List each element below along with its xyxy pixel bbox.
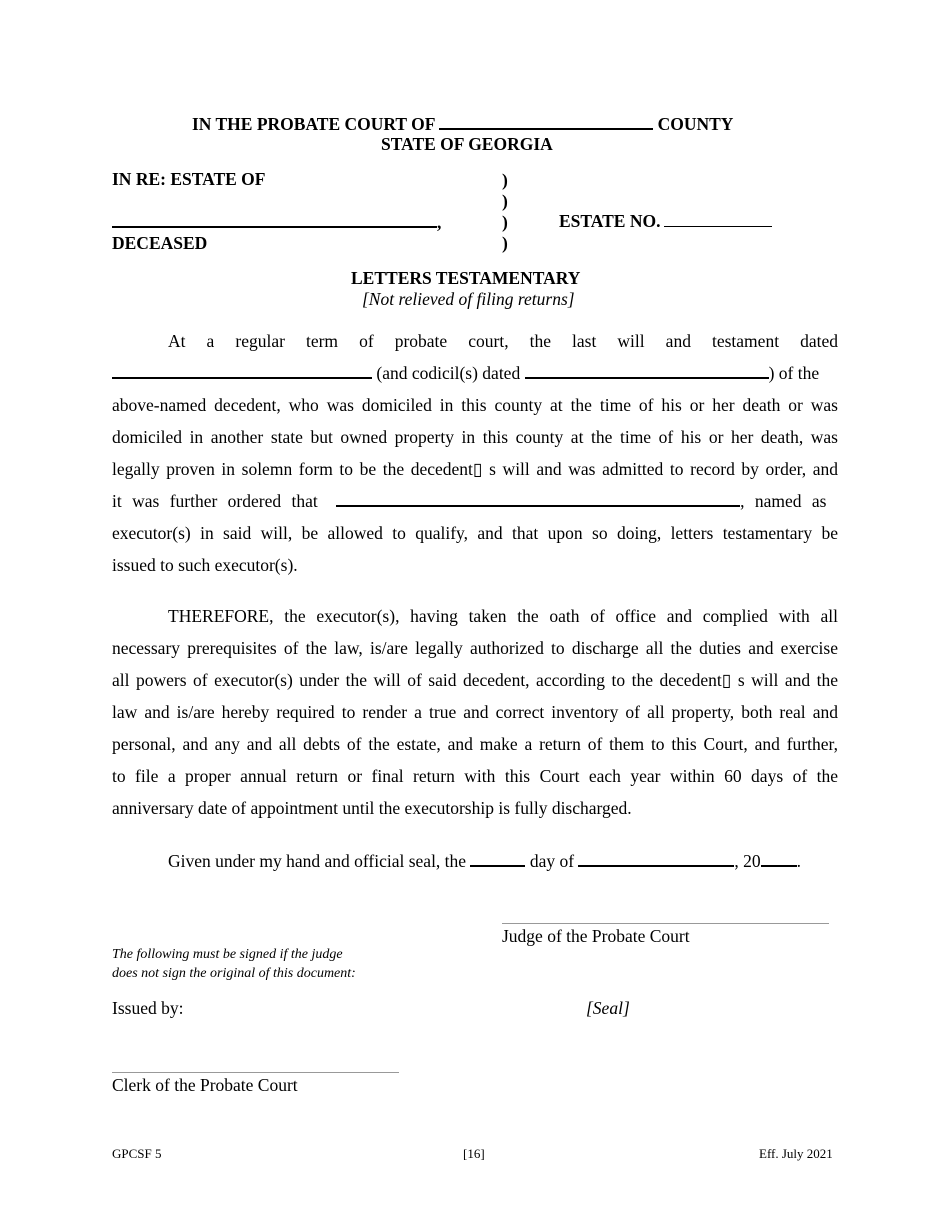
p2-line-4: law and is/are hereby required to render a true and correct inventory of all property, both real and	[112, 702, 838, 722]
footer-effective-date: Eff. July 2021	[759, 1146, 833, 1161]
codicil-date-blank[interactable]	[525, 362, 769, 379]
in-re-label: IN RE: ESTATE OF	[112, 169, 266, 189]
court-prefix: IN THE PROBATE COURT OF	[192, 114, 435, 134]
issued-by-label: Issued by:	[112, 998, 184, 1018]
executor-name-blank[interactable]	[336, 490, 740, 507]
caption-paren-2: )	[502, 191, 508, 211]
p1-line-1	[112, 325, 838, 357]
judge-label: Judge of the Probate Court	[502, 926, 690, 946]
codicil-label: (and codicil(s) dated	[376, 363, 521, 383]
p2-line-2: necessary prerequisites of the law, is/are legally authorized to discharge all the duties and exercise	[112, 638, 838, 658]
month-blank[interactable]	[578, 850, 734, 867]
caption-paren-4: )	[502, 233, 508, 253]
p1-line-1-text: At a regular term of probate court, the last will and testament dated	[168, 331, 838, 351]
p2-line-7: anniversary date of appointment until the executorship is fully discharged.	[112, 798, 632, 818]
p1-line-6	[112, 485, 838, 517]
decedent-comma: ,	[437, 212, 442, 232]
given-period: .	[796, 851, 802, 871]
p1-line-2	[112, 357, 838, 389]
year-blank[interactable]	[761, 850, 797, 867]
state-heading: STATE OF GEORGIA	[381, 134, 553, 154]
decedent-name-blank[interactable]	[112, 211, 437, 228]
paragraph-2	[112, 600, 838, 824]
p2-line-1-text: THEREFORE, the executor(s), having taken the oath of office and complied with all	[168, 606, 838, 626]
court-heading	[192, 113, 733, 135]
year-prefix: , 20	[734, 851, 761, 871]
p2-line-5: personal, and any and all debts of the estate, and make a return of them to this Court, and further,	[112, 734, 838, 754]
clerk-signature-line[interactable]	[112, 1072, 399, 1073]
of-the-label: ) of the	[768, 363, 820, 383]
p1-line-5: legally proven in solemn form to be the decedent▯ s will and was admitted to record by order, and	[112, 459, 838, 479]
p2-line-3: all powers of executor(s) under the will of said decedent, according to the decedent▯ s will and the	[112, 670, 838, 690]
given-prefix: Given under my hand and official seal, the	[168, 851, 467, 871]
caption-paren-1: )	[502, 170, 508, 190]
estate-no-field[interactable]	[559, 211, 772, 232]
ordered-that-label: it was further ordered that	[112, 491, 318, 511]
named-as-label: , named as	[740, 491, 827, 511]
day-blank[interactable]	[470, 850, 525, 867]
p1-line-4: domiciled in another state but owned property in this county at the time of his or her death, was	[112, 427, 838, 447]
decedent-name-field[interactable]	[112, 211, 441, 233]
signature-note-1: The following must be signed if the judge	[112, 947, 343, 962]
clerk-label: Clerk of the Probate Court	[112, 1075, 298, 1095]
p1-line-8: issued to such executor(s).	[112, 555, 298, 575]
court-suffix: COUNTY	[657, 114, 734, 134]
will-date-blank[interactable]	[112, 362, 372, 379]
caption-paren-3: )	[502, 212, 508, 232]
seal-label: [Seal]	[586, 998, 630, 1018]
footer-form-id: GPCSF 5	[112, 1146, 162, 1161]
estate-no-blank[interactable]	[664, 211, 772, 227]
given-line	[168, 850, 801, 872]
county-blank[interactable]	[439, 113, 653, 130]
day-of-label: day of	[529, 851, 575, 871]
footer-page-number: [16]	[463, 1146, 485, 1161]
estate-no-label: ESTATE NO.	[559, 211, 661, 231]
p2-line-6: to file a proper annual return or final return with this Court each year within 60 days of the	[112, 766, 838, 786]
document-title: LETTERS TESTAMENTARY	[351, 268, 581, 288]
document-subtitle: [Not relieved of filing returns]	[362, 289, 575, 309]
judge-signature-line[interactable]	[502, 923, 829, 924]
p2-line-1	[112, 600, 838, 632]
signature-note-2: does not sign the original of this document:	[112, 966, 356, 981]
deceased-label: DECEASED	[112, 233, 208, 253]
p1-line-3: above-named decedent, who was domiciled in this county at the time of his or her death or was	[112, 395, 838, 415]
p1-line-7: executor(s) in said will, be allowed to qualify, and that upon so doing, letters testamentary be	[112, 523, 838, 543]
paragraph-1	[112, 325, 838, 581]
